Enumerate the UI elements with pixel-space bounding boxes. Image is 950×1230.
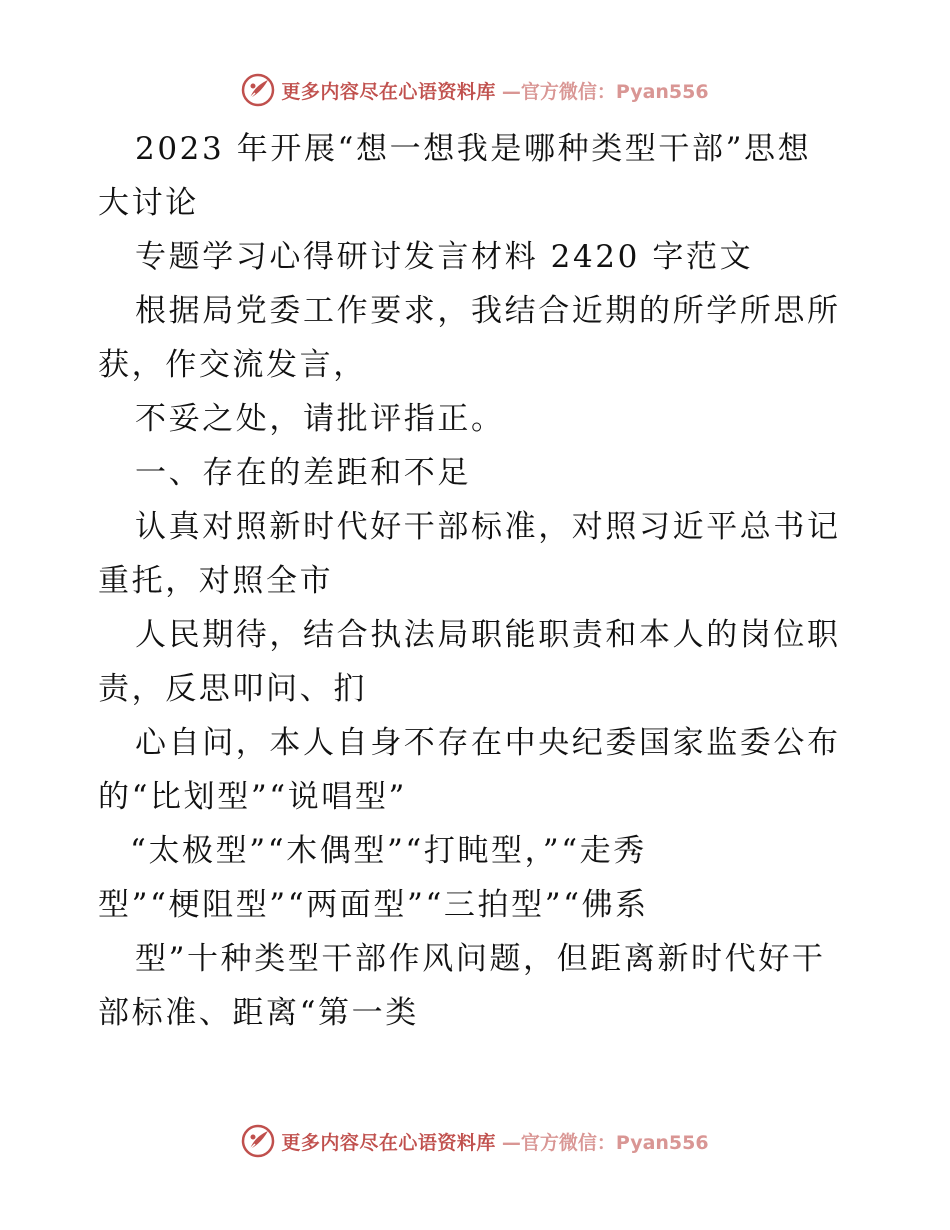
subtitle-line: 专题学习心得研讨发言材料 2420 字范文 bbox=[135, 239, 754, 275]
paragraph-line: 部标准、距离“第一类 bbox=[98, 995, 419, 1031]
quill-logo-icon bbox=[241, 1124, 275, 1158]
quill-logo-icon bbox=[241, 73, 275, 107]
paragraph-line: 人民期待，结合执法局职能职责和本人的岗位职 bbox=[135, 617, 841, 653]
section-heading: 一、存在的差距和不足 bbox=[135, 455, 471, 491]
watermark-wechat-text: —官方微信：Pyan556 bbox=[501, 1131, 709, 1154]
header-watermark bbox=[0, 70, 950, 110]
paragraph-line: 不妥之处，请批评指正。 bbox=[135, 401, 505, 437]
document-body bbox=[98, 122, 868, 1040]
watermark-wechat-text: —官方微信：Pyan556 bbox=[501, 80, 709, 103]
paragraph-line: 型”十种类型干部作风问题，但距离新时代好干 bbox=[135, 941, 826, 977]
paragraph-line: 根据局党委工作要求，我结合近期的所学所思所 bbox=[135, 293, 841, 329]
title-line-1: 2023 年开展“想一想我是哪种类型干部”思想 bbox=[135, 131, 812, 167]
paragraph-line: 获，作交流发言， bbox=[98, 347, 367, 383]
paragraph-line: 责，反思叩问、扪 bbox=[98, 671, 367, 707]
paragraph-line: “太极型”“木偶型”“打盹型，”“走秀 bbox=[130, 833, 647, 869]
footer-watermark bbox=[0, 1121, 950, 1161]
paragraph-line: 重托，对照全市 bbox=[98, 563, 334, 599]
title-line-2: 大讨论 bbox=[98, 185, 199, 221]
paragraph-line: 的“比划型”“说唱型” bbox=[98, 779, 407, 815]
watermark-site-text: 更多内容尽在心语资料库 bbox=[281, 80, 496, 103]
watermark-site-text: 更多内容尽在心语资料库 bbox=[281, 1131, 496, 1154]
paragraph-line: 认真对照新时代好干部标准，对照习近平总书记 bbox=[135, 509, 841, 545]
paragraph-line: 型”“梗阻型”“两面型”“三拍型”“佛系 bbox=[98, 887, 649, 923]
paragraph-line: 心自问，本人自身不存在中央纪委国家监委公布 bbox=[135, 725, 841, 761]
